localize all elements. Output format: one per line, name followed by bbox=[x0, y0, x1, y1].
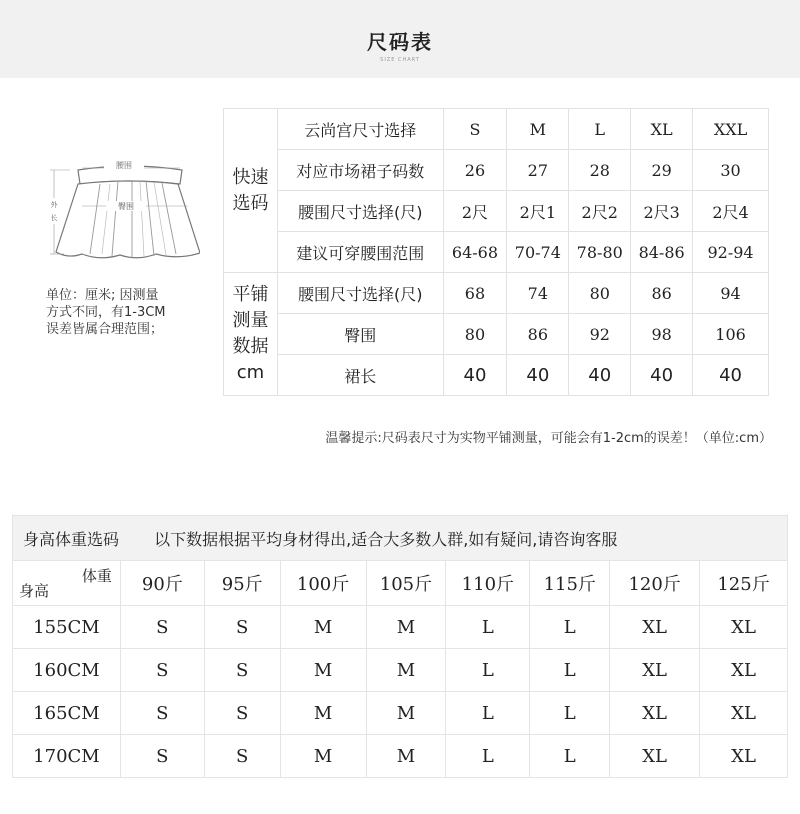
corner-weight-label: 体重 bbox=[81, 567, 112, 585]
row-label: 腰围尺寸选择(尺) bbox=[277, 273, 443, 314]
size-cell: L bbox=[530, 735, 610, 778]
weight-header: 95斤 bbox=[204, 561, 280, 606]
table-row bbox=[224, 109, 769, 150]
size-cell: XL bbox=[631, 109, 693, 150]
size-cell: L bbox=[530, 692, 610, 735]
size-cell: M bbox=[366, 649, 446, 692]
size-cell: 40 bbox=[569, 355, 631, 396]
size-cell: XL bbox=[610, 735, 700, 778]
size-cell: S bbox=[204, 735, 280, 778]
size-cell: L bbox=[530, 649, 610, 692]
size-cell: M bbox=[366, 692, 446, 735]
size-cell: M bbox=[366, 735, 446, 778]
banner-text: 以下数据根据平均身材得出,适合大多数人群,如有疑问,请咨询客服 bbox=[154, 529, 618, 549]
group-flat-line: 数据 bbox=[232, 336, 269, 357]
height-header: 165CM bbox=[13, 692, 121, 735]
table-row bbox=[224, 232, 769, 273]
group-flat-line: 平铺 bbox=[232, 284, 269, 305]
size-cell: 30 bbox=[693, 150, 769, 191]
size-cell: M bbox=[280, 692, 366, 735]
size-cell: 2尺2 bbox=[569, 191, 631, 232]
weight-header: 125斤 bbox=[700, 561, 788, 606]
table-row bbox=[13, 692, 788, 735]
skirt-diagram bbox=[40, 148, 200, 273]
length-label-bottom: 长 bbox=[50, 214, 58, 222]
group-flat-line: cm bbox=[236, 362, 265, 383]
corner-cell bbox=[13, 561, 121, 606]
size-cell: M bbox=[280, 606, 366, 649]
banner-title: 身高体重选码 bbox=[23, 529, 120, 549]
size-cell: 74 bbox=[507, 273, 569, 314]
size-cell: XL bbox=[700, 735, 788, 778]
size-cell: S bbox=[120, 692, 204, 735]
size-cell: XL bbox=[700, 649, 788, 692]
size-cell: S bbox=[120, 735, 204, 778]
size-cell: S bbox=[443, 109, 507, 150]
size-cell: 78-80 bbox=[569, 232, 631, 273]
group-flat-line: 测量 bbox=[232, 310, 269, 331]
size-cell: 106 bbox=[693, 314, 769, 355]
size-cell: 2尺1 bbox=[507, 191, 569, 232]
weight-header: 90斤 bbox=[120, 561, 204, 606]
row-label: 云尚宫尺寸选择 bbox=[277, 109, 443, 150]
size-cell: L bbox=[446, 735, 530, 778]
size-cell: 70-74 bbox=[507, 232, 569, 273]
size-cell: 40 bbox=[507, 355, 569, 396]
height-header: 155CM bbox=[13, 606, 121, 649]
size-cell: 80 bbox=[569, 273, 631, 314]
height-weight-table bbox=[12, 515, 788, 778]
table-row bbox=[224, 355, 769, 396]
table-row bbox=[13, 649, 788, 692]
banner-cell bbox=[13, 516, 788, 561]
row-label: 腰围尺寸选择(尺) bbox=[277, 191, 443, 232]
table-row bbox=[224, 314, 769, 355]
corner-height-label: 身高 bbox=[19, 582, 50, 600]
size-cell: M bbox=[280, 649, 366, 692]
size-cell: L bbox=[530, 606, 610, 649]
size-cell: 29 bbox=[631, 150, 693, 191]
size-cell: XL bbox=[610, 649, 700, 692]
size-cell: 26 bbox=[443, 150, 507, 191]
unit-note bbox=[46, 287, 196, 338]
length-label-top: 外 bbox=[50, 201, 58, 209]
row-label: 建议可穿腰围范围 bbox=[277, 232, 443, 273]
size-cell: 28 bbox=[569, 150, 631, 191]
weight-header: 115斤 bbox=[530, 561, 610, 606]
size-cell: 84-86 bbox=[631, 232, 693, 273]
size-cell: 92-94 bbox=[693, 232, 769, 273]
weight-header: 110斤 bbox=[446, 561, 530, 606]
tip-note: 温馨提示:尺码表尺寸为实物平铺测量，可能会有1-2cm的误差！（单位:cm） bbox=[325, 431, 772, 446]
size-cell: XL bbox=[700, 606, 788, 649]
unit-note-line: 单位：厘米; 因测量 bbox=[46, 288, 159, 303]
group-quick-select bbox=[224, 109, 278, 273]
size-cell: 64-68 bbox=[443, 232, 507, 273]
size-cell: XXL bbox=[693, 109, 769, 150]
size-cell: 98 bbox=[631, 314, 693, 355]
unit-note-line: 误差皆属合理范围； bbox=[46, 322, 164, 337]
height-header: 170CM bbox=[13, 735, 121, 778]
size-cell: S bbox=[120, 649, 204, 692]
size-cell: L bbox=[446, 606, 530, 649]
size-cell: L bbox=[446, 692, 530, 735]
size-cell: M bbox=[366, 606, 446, 649]
size-cell: XL bbox=[610, 606, 700, 649]
size-cell: 86 bbox=[631, 273, 693, 314]
size-cell: 86 bbox=[507, 314, 569, 355]
size-cell: 2尺3 bbox=[631, 191, 693, 232]
size-cell: M bbox=[280, 735, 366, 778]
table-banner-row bbox=[13, 516, 788, 561]
size-cell: 40 bbox=[631, 355, 693, 396]
table-header-row bbox=[13, 561, 788, 606]
size-cell: M bbox=[507, 109, 569, 150]
size-cell: 40 bbox=[693, 355, 769, 396]
group-quick-line: 快速 bbox=[232, 166, 269, 188]
table-row bbox=[224, 273, 769, 314]
group-flat-measure bbox=[224, 273, 278, 396]
size-cell: XL bbox=[610, 692, 700, 735]
table-row bbox=[13, 606, 788, 649]
row-label: 裙长 bbox=[277, 355, 443, 396]
page-title: 尺码表 bbox=[367, 30, 433, 54]
weight-header: 100斤 bbox=[280, 561, 366, 606]
row-label: 臀围 bbox=[277, 314, 443, 355]
table-row bbox=[224, 150, 769, 191]
size-cell: L bbox=[446, 649, 530, 692]
size-cell: S bbox=[120, 606, 204, 649]
size-cell: 80 bbox=[443, 314, 507, 355]
page-subtitle: SIZE CHART bbox=[380, 57, 420, 63]
height-header: 160CM bbox=[13, 649, 121, 692]
size-cell: L bbox=[569, 109, 631, 150]
size-cell: S bbox=[204, 692, 280, 735]
size-cell: 68 bbox=[443, 273, 507, 314]
size-cell: 2尺4 bbox=[693, 191, 769, 232]
size-cell: 27 bbox=[507, 150, 569, 191]
hip-label: 臀围 bbox=[118, 202, 134, 211]
size-cell: XL bbox=[700, 692, 788, 735]
size-cell: S bbox=[204, 649, 280, 692]
weight-header: 105斤 bbox=[366, 561, 446, 606]
size-cell: 94 bbox=[693, 273, 769, 314]
table-row bbox=[13, 735, 788, 778]
size-chart-table bbox=[223, 108, 769, 396]
size-cell: S bbox=[204, 606, 280, 649]
row-label: 对应市场裙子码数 bbox=[277, 150, 443, 191]
weight-header: 120斤 bbox=[610, 561, 700, 606]
table-row bbox=[224, 191, 769, 232]
waist-label: 腰围 bbox=[116, 161, 132, 170]
size-cell: 40 bbox=[443, 355, 507, 396]
group-quick-line: 选码 bbox=[232, 192, 269, 214]
size-cell: 92 bbox=[569, 314, 631, 355]
unit-note-line: 方式不同，有1-3CM bbox=[46, 305, 166, 320]
size-cell: 2尺 bbox=[443, 191, 507, 232]
